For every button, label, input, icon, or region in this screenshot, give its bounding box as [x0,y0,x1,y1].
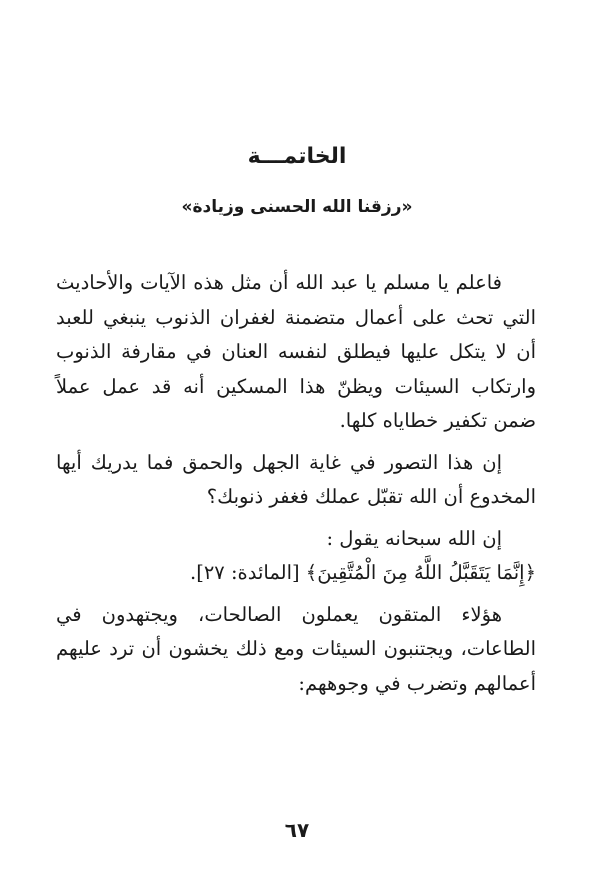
paragraph-2: إن هذا التصور في غاية الجهل والحمق فما يدريك أيها المخدوع أن الله تقبّل عملك فغفر ذنوبك؟ [56,450,536,508]
paragraph-4: هؤلاء المتقون يعملون الصالحات، ويجتهدون في الطاعات، ويجتنبون السيئات ومع ذلك يخشون أن ترد عليهم أعمالهم وتضرب في وجوههم: [56,602,536,695]
chapter-title: الخاتمـــة [247,144,347,169]
paragraph-1: فاعلم يا مسلم يا عبد الله أن مثل هذه الآيات والأحاديث التي تحث على أعمال متضمنة لغفران الذنوب ينبغي للعبد أن لا يتكل عليها فيطلق لنفسه العنان في مقارفة الذنوب وارتكاب السيئات ويظنّ هذا المسكين أنه قد عمل عملاً ضمن تكفير خطاياه كلها. [56,271,536,432]
paragraph-3: إن الله سبحانه يقول : [326,526,502,550]
page-number: ٦٧ [284,818,310,842]
chapter-subtitle: «رزقنا الله الحسنى وزيادة» [181,197,413,217]
quran-verse: ﴿إِنَّمَا يَتَقَبَّلُ اللَّهُ مِنَ الْمُتَّقِينَ﴾ [المائدة: ٢٧]. [190,561,536,584]
body-text [56,266,536,701]
